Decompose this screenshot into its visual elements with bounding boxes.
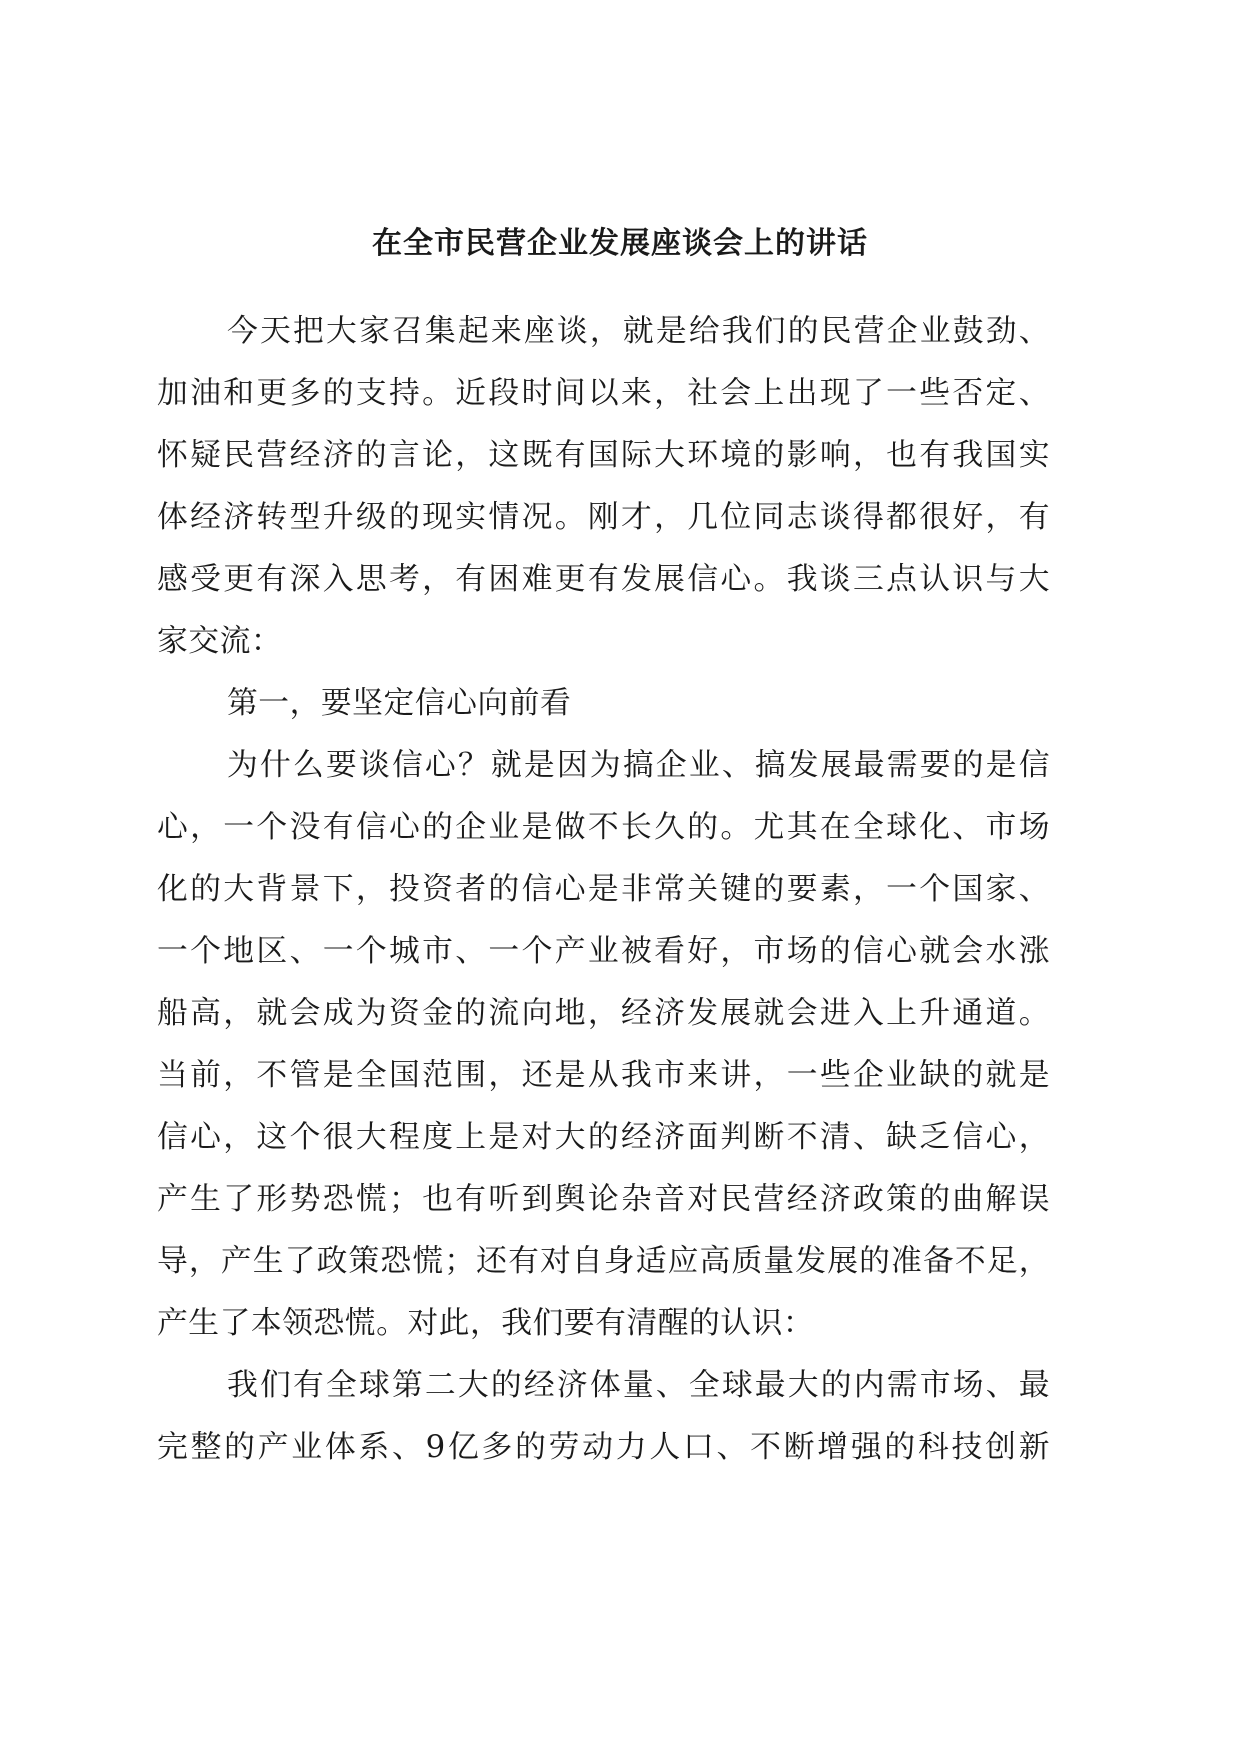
paragraph-line: 今天把大家召集起来座谈，就是给我们的民营企业鼓劲、 [227,313,1050,349]
paragraph-line: 加油和更多的支持。近段时间以来，社会上出现了一些否定、 [157,375,1050,411]
section-heading: 第一，要坚定信心向前看 [227,685,572,721]
paragraph-line: 体经济转型升级的现实情况。刚才，几位同志谈得都很好，有 [157,499,1050,535]
paragraph-line: 船高，就会成为资金的流向地，经济发展就会进入上升通道。 [157,995,1050,1031]
paragraph-line: 信心，这个很大程度上是对大的经济面判断不清、缺乏信心， [157,1119,1050,1155]
paragraph-line: 为什么要谈信心？就是因为搞企业、搞发展最需要的是信 [227,747,1050,783]
paragraph-line: 心，一个没有信心的企业是做不长久的。尤其在全球化、市场 [157,809,1050,845]
paragraph-line: 怀疑民营经济的言论，这既有国际大环境的影响，也有我国实 [157,437,1050,473]
paragraph-line: 一个地区、一个城市、一个产业被看好，市场的信心就会水涨 [157,933,1050,969]
paragraph-line: 产生了形势恐慌；也有听到舆论杂音对民营经济政策的曲解误 [157,1181,1050,1217]
paragraph-line: 家交流： [157,623,283,659]
paragraph-line: 化的大背景下，投资者的信心是非常关键的要素，一个国家、 [157,871,1050,907]
paragraph-line: 我们有全球第二大的经济体量、全球最大的内需市场、最 [227,1367,1050,1403]
paragraph-line: 完整的产业体系、9亿多的劳动力人口、不断增强的科技创新 [157,1429,1050,1465]
paragraph-line: 产生了本领恐慌。对此，我们要有清醒的认识： [157,1305,815,1341]
document-title: 在全市民营企业发展座谈会上的讲话 [372,226,868,261]
paragraph-line: 当前，不管是全国范围，还是从我市来讲，一些企业缺的就是 [157,1057,1050,1093]
paragraph-line: 感受更有深入思考，有困难更有发展信心。我谈三点认识与大 [157,561,1050,597]
paragraph-line: 导，产生了政策恐慌；还有对自身适应高质量发展的准备不足， [157,1243,1050,1279]
